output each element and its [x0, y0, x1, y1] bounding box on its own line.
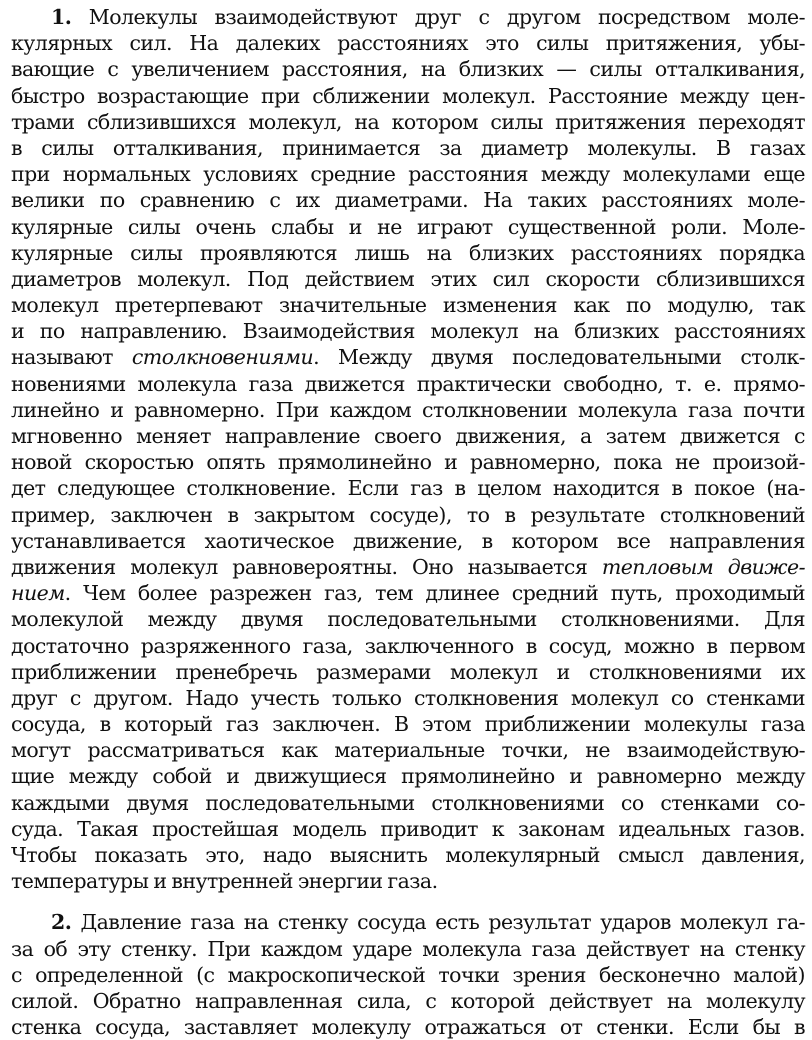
text-line: кулярных сил. На далеких расстояниях это силы притяжения, убы-	[11, 31, 805, 56]
text-line: молекул претерпевают значительные изменения как по модулю, так	[11, 293, 805, 318]
text-line: в силы отталкивания, принимается за диаметр молекулы. В газах	[11, 135, 805, 160]
text-line: температуры и внутренней энергии газа.	[11, 869, 438, 894]
text-line: 1. Молекулы взаимодействуют друг с другом посредством моле-	[51, 5, 805, 29]
paragraph-number: 2.	[51, 910, 72, 935]
text-line: быстро возрастающие при сближении молекул. Расстояние между цен-	[11, 83, 805, 108]
text-line: 2. Давление газа на стенку сосуда есть результат ударов молекул га-	[51, 910, 805, 935]
text-line: устанавливается хаотическое движение, в котором все направления	[11, 528, 805, 553]
text-line: движения молекул равновероятны. Оно называется тепловым движе-	[11, 554, 805, 579]
text-line: достаточно разряженного газа, заключенного в сосуд, можно в первом	[11, 633, 805, 658]
text-line: кулярные силы очень слабы и не играют существенной роли. Моле-	[11, 214, 805, 239]
text-line: новениями молекула газа движется практически свободно, т. е. прямо-	[11, 371, 805, 396]
text-line: друг с другом. Надо учесть только столкновения молекул со стенками	[11, 685, 805, 710]
text-line: стенка сосуда, заставляет молекулу отражаться от стенки. Если бы в	[11, 1015, 805, 1040]
text-line: нием. Чем более разрежен газ, тем длинее средний путь, проходимый	[11, 581, 805, 606]
text-line: трами сблизившихся молекул, на котором силы притяжения переходят	[11, 109, 805, 134]
text-line: с определенной (с макроскопической точки зрения бесконечно малой)	[11, 962, 805, 987]
text-line: мгновенно меняет направление своего движения, а затем движется с	[11, 424, 805, 448]
italic-term: тепловым движе-	[601, 554, 805, 579]
document-page	[11, 4, 805, 1040]
text-line: приближении пренебречь размерами молекул и столкновениями их	[11, 659, 805, 684]
paragraph-number: 1.	[51, 5, 72, 29]
text-line: называют столкновениями. Между двумя последовательными столк-	[11, 345, 805, 370]
text-line: каждыми двумя последовательными столкновениями со стенками со-	[11, 790, 805, 815]
text-line: суда. Такая простейшая модель приводит к законам идеальных газов.	[11, 816, 805, 841]
text-line: новой скоростью опять прямолинейно и равномерно, пока не произой-	[11, 450, 805, 475]
text-line: при нормальных условиях средние расстояния между молекулами еще	[11, 162, 805, 187]
text-line: сосуда, в который газ заключен. В этом приближении молекулы газа	[11, 712, 805, 737]
text-line: Чтобы показать это, надо выяснить молекулярный смысл давления,	[11, 843, 805, 867]
paragraph-2	[11, 909, 805, 1040]
text-line: могут рассматриваться как материальные точки, не взаимодействую-	[11, 738, 805, 763]
text-line: диаметров молекул. Под действием этих сил скорости сблизившихся	[11, 266, 805, 291]
text-line: молекулой между двумя последовательными столкновениями. Для	[11, 607, 805, 632]
italic-term: столкновениями	[131, 345, 314, 370]
text-line: силой. Обратно направленная сила, с которой действует на молекулу	[11, 988, 805, 1013]
text-line: и по направлению. Взаимодействия молекул на близких расстояниях	[11, 319, 805, 344]
text-line: вающие с увеличением расстояния, на близких — силы отталкивания,	[11, 57, 805, 82]
text-line: дет следующее столкновение. Если газ в целом находится в покое (на-	[11, 476, 805, 501]
text-line: пример, заключен в закрытом сосуде), то в результате столкновений	[11, 502, 805, 527]
paragraph-1	[11, 4, 805, 894]
text-line: за об эту стенку. При каждом ударе молекула газа действует на стенку	[11, 936, 805, 961]
text-line: кулярные силы проявляются лишь на близких расстояниях порядка	[11, 240, 805, 265]
text-line: щие между собой и движущиеся прямолинейно и равномерно между	[11, 764, 805, 789]
text-line: линейно и равномерно. При каждом столкновении молекула газа почти	[11, 397, 805, 422]
italic-term: нием	[11, 581, 65, 606]
text-line: велики по сравнению с их диаметрами. На таких расстояниях моле-	[11, 188, 805, 213]
